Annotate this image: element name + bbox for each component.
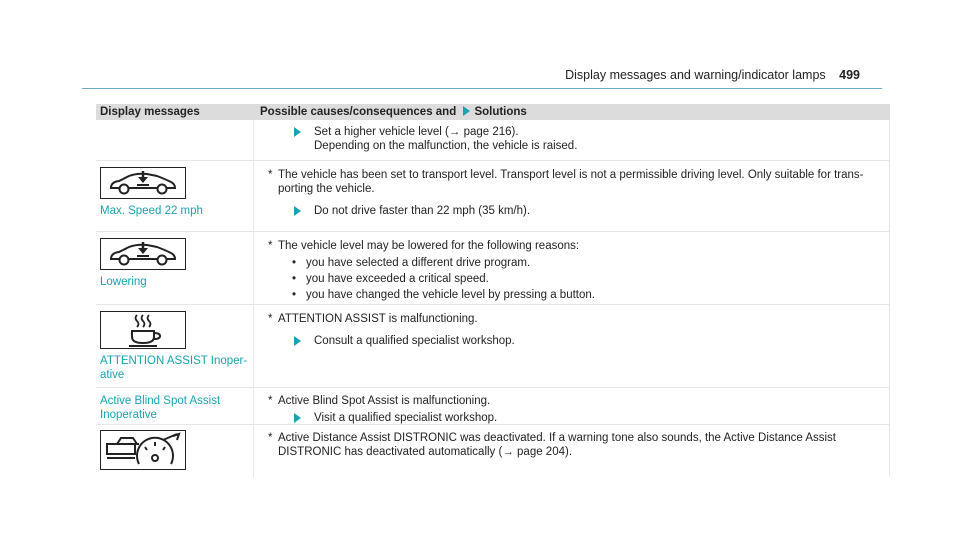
message-blind-spot-assist-inoperative: Active Blind Spot Assist Inoperative: [100, 395, 221, 421]
step-arrow-icon: [294, 413, 301, 423]
message-lowering: Lowering: [100, 276, 147, 288]
table-row: [96, 120, 890, 161]
solution-step: Visit a qualified specialist workshop.: [294, 411, 889, 425]
solution-step: Do not drive faster than 22 mph (35 km/h).: [294, 204, 889, 218]
step-arrow-icon: [294, 127, 301, 137]
vehicle-level-lower-icon: [100, 167, 186, 199]
page-number: 499: [839, 68, 860, 82]
table-header: [96, 104, 890, 120]
table-row: Max. Speed 22 mph * The vehicle has been set to transport level. Transport level is not a permissible driving level. Only suitable for trans- porting the vehicle. Do not drive faster than 22 mph (35 km/h).: [96, 161, 890, 232]
step-arrow-icon: [294, 336, 301, 346]
coffee-cup-icon: [100, 311, 186, 349]
table-row: Lowering * The vehicle level may be lowered for the following reasons: • you have selected a different drive program. • you have exceeded a critical speed. • you have changed the vehicle level by pressing a button.: [96, 232, 890, 305]
list-item: • you have selected a different drive program.: [292, 256, 889, 270]
table-row: Active Blind Spot Assist Inoperative * Active Blind Spot Assist is malfunctioning. Visit a qualified specialist workshop.: [96, 388, 890, 425]
header-rule: [82, 88, 882, 89]
message-attention-assist-inoperative: ATTENTION ASSIST Inoper- ative: [100, 355, 248, 381]
distronic-icon: [100, 430, 186, 470]
header-title: Display messages and warning/indicator lamps: [565, 68, 826, 82]
list-item: • you have exceeded a critical speed.: [292, 272, 889, 286]
col-header-causes: Possible causes/consequences and Solutions: [260, 106, 527, 118]
solution-step: Consult a qualified specialist workshop.: [294, 334, 889, 348]
solution-step: Set a higher vehicle level (→ page 216). Depending on the malfunction, the vehicle is raised.: [294, 125, 889, 153]
list-item: • you have changed the vehicle level by pressing a button.: [292, 288, 889, 302]
vehicle-level-lower-icon: [100, 238, 186, 270]
col-header-display-messages: Display messages: [100, 106, 200, 118]
message-max-speed: Max. Speed 22 mph: [100, 205, 203, 217]
solutions-arrow-icon: [463, 106, 470, 116]
table-row: ATTENTION ASSIST Inoper- ative * ATTENTION ASSIST is malfunctioning. Consult a qualified specialist workshop.: [96, 305, 890, 388]
messages-table: [96, 104, 890, 477]
running-header: [565, 68, 860, 82]
step-arrow-icon: [294, 206, 301, 216]
reasons-list: [292, 256, 889, 302]
table-row: * Active Distance Assist DISTRONIC was deactivated. If a warning tone also sounds, the Active Distance Assist DISTRONIC has deactivated automatically (→ page 204).: [96, 425, 890, 477]
